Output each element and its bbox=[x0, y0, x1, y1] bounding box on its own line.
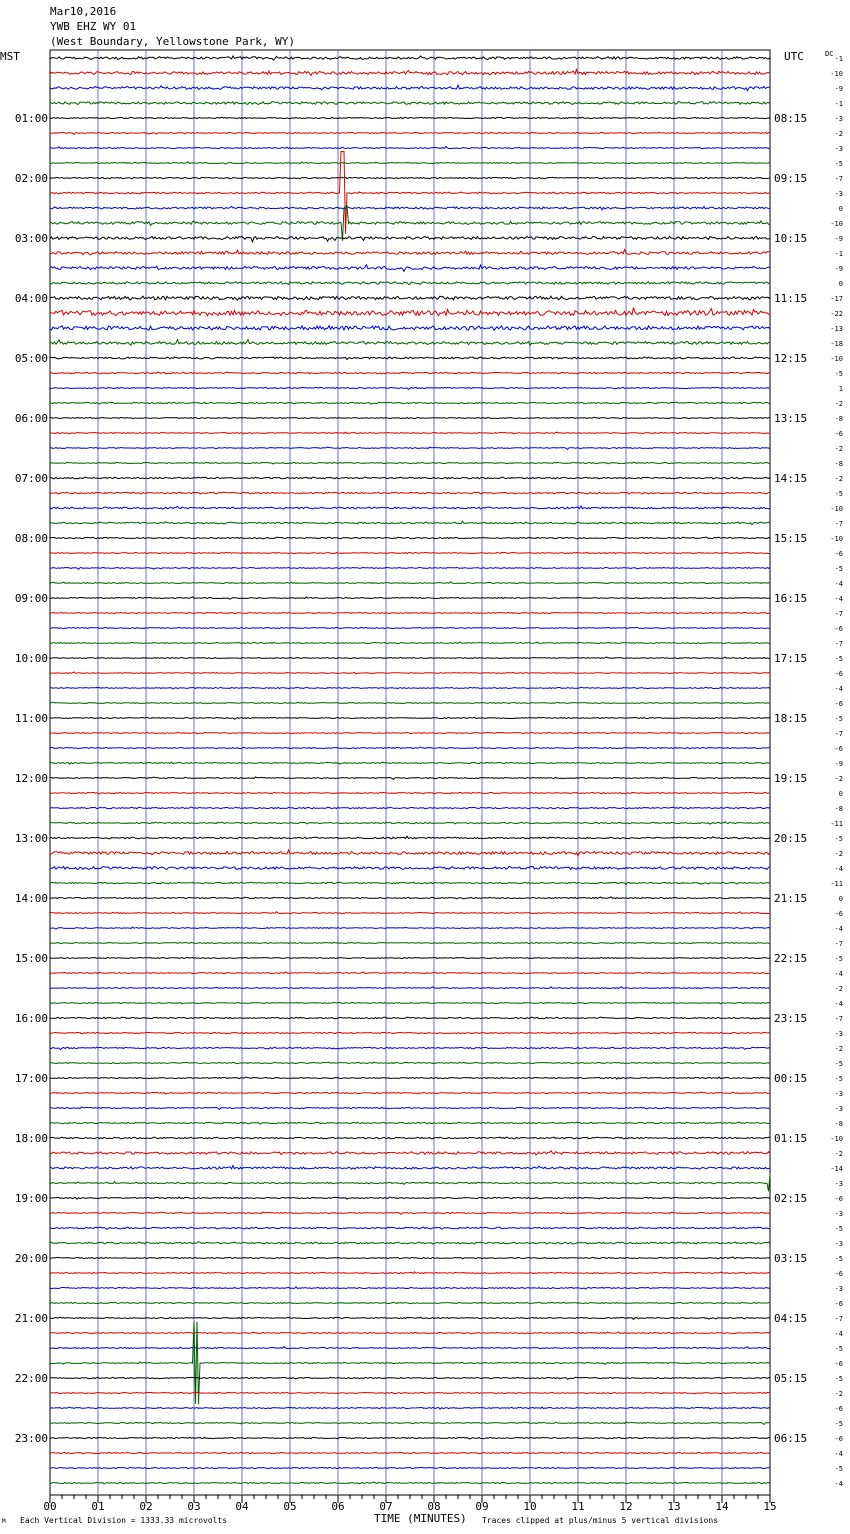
hour-label-utc: 10:15 bbox=[774, 232, 808, 245]
trace-line bbox=[50, 1092, 770, 1094]
dc-offset-label: 1 bbox=[838, 385, 843, 393]
dc-offset-label: -6 bbox=[834, 1300, 843, 1308]
hour-label-mst: 15:00 bbox=[14, 952, 48, 965]
trace-line bbox=[50, 1047, 770, 1050]
dc-offset-label: -6 bbox=[834, 670, 843, 678]
trace-line bbox=[50, 687, 770, 689]
dc-offset-label: -4 bbox=[834, 685, 843, 693]
trace-group bbox=[50, 56, 770, 1484]
trace-line bbox=[50, 387, 770, 389]
trace-line bbox=[50, 1151, 770, 1155]
trace-line bbox=[50, 717, 770, 719]
dc-offset-label: -17 bbox=[830, 295, 843, 303]
x-tick-label: 07 bbox=[379, 1500, 393, 1513]
trace-line bbox=[50, 927, 770, 929]
dc-offset-label: -6 bbox=[834, 430, 843, 438]
hour-label-utc: 15:15 bbox=[774, 532, 808, 545]
trace-line bbox=[50, 672, 770, 674]
trace-line bbox=[50, 613, 770, 614]
hour-label-mst: 21:00 bbox=[14, 1312, 48, 1325]
dc-offset-label: -7 bbox=[834, 1015, 843, 1023]
trace-line bbox=[50, 1242, 770, 1244]
dc-offset-label: -6 bbox=[834, 1270, 843, 1278]
trace-line bbox=[50, 1407, 770, 1409]
x-tick-label: 05 bbox=[283, 1500, 297, 1513]
dc-offset-label: -4 bbox=[834, 1000, 843, 1008]
footer-mark: M bbox=[2, 1518, 6, 1525]
hour-label-mst: 11:00 bbox=[14, 712, 48, 725]
trace-line bbox=[50, 296, 770, 300]
x-tick-label: 00 bbox=[43, 1500, 57, 1513]
trace-line bbox=[50, 492, 770, 494]
dc-offset-label: -4 bbox=[834, 595, 843, 603]
trace-line bbox=[50, 836, 770, 839]
hour-label-utc: 00:15 bbox=[774, 1072, 808, 1085]
trace-line bbox=[50, 1437, 770, 1439]
dc-offset-label: -5 bbox=[834, 1225, 843, 1233]
trace-line bbox=[50, 1317, 770, 1319]
dc-offset-label: -5 bbox=[834, 655, 843, 663]
hour-label-utc: 06:15 bbox=[774, 1432, 808, 1445]
dc-offset-label: -6 bbox=[834, 910, 843, 918]
clip-note: Traces clipped at plus/minus 5 vertical divisions bbox=[482, 1516, 719, 1525]
trace-line bbox=[50, 1197, 770, 1199]
trace-line bbox=[50, 326, 770, 331]
dc-offset-label: -7 bbox=[834, 520, 843, 528]
dc-offset-label: -7 bbox=[834, 175, 843, 183]
date-label: Mar10,2016 bbox=[50, 5, 117, 18]
hour-label-utc: 23:15 bbox=[774, 1012, 808, 1025]
dc-offset-label: -10 bbox=[830, 220, 843, 228]
dc-offset-label: -2 bbox=[834, 1390, 843, 1398]
trace-line bbox=[50, 762, 770, 764]
trace-line bbox=[50, 1032, 770, 1033]
trace-line bbox=[50, 417, 770, 418]
trace-line bbox=[50, 250, 770, 256]
trace-line bbox=[50, 147, 770, 149]
x-tick-label: 15 bbox=[763, 1500, 777, 1513]
trace-line bbox=[50, 162, 770, 164]
dc-offset-label: -1 bbox=[834, 250, 843, 258]
dc-offset-label: -7 bbox=[834, 1315, 843, 1323]
trace-line bbox=[50, 807, 770, 809]
scale-note: Each Vertical Division = 1333.33 microvolts bbox=[20, 1516, 228, 1525]
dc-label: DC bbox=[825, 50, 834, 58]
hour-label-mst: 07:00 bbox=[14, 472, 48, 485]
trace-line bbox=[50, 1137, 770, 1139]
dc-offset-label: -8 bbox=[834, 1120, 843, 1128]
hour-label-mst: 12:00 bbox=[14, 772, 48, 785]
dc-offset-label: -3 bbox=[834, 1210, 843, 1218]
dc-offset-label: -10 bbox=[830, 355, 843, 363]
trace-line bbox=[50, 1122, 770, 1124]
trace-line bbox=[50, 882, 770, 885]
dc-offset-label: -5 bbox=[834, 1075, 843, 1083]
hour-label-mst: 13:00 bbox=[14, 832, 48, 845]
dc-offset-label: -2 bbox=[834, 445, 843, 453]
trace-line bbox=[50, 792, 770, 794]
dc-offset-label: -9 bbox=[834, 265, 843, 273]
hour-label-utc: 08:15 bbox=[774, 112, 808, 125]
hour-label-utc: 12:15 bbox=[774, 352, 808, 365]
dc-offset-label: -3 bbox=[834, 145, 843, 153]
trace-line bbox=[50, 747, 770, 749]
trace-line bbox=[50, 357, 770, 360]
trace-line bbox=[50, 972, 770, 974]
dc-offset-label: -8 bbox=[834, 460, 843, 468]
trace-line bbox=[50, 1174, 770, 1192]
dc-offset-label: -6 bbox=[834, 550, 843, 558]
dc-offset-label: -8 bbox=[834, 805, 843, 813]
time-axis bbox=[43, 1495, 776, 1513]
trace-line bbox=[50, 943, 770, 944]
trace-line bbox=[50, 1422, 770, 1424]
hour-label-mst: 23:00 bbox=[14, 1432, 48, 1445]
dc-offset-label: -2 bbox=[834, 850, 843, 858]
trace-line bbox=[50, 236, 770, 241]
hour-label-mst: 02:00 bbox=[14, 172, 48, 185]
x-axis-label: TIME (MINUTES) bbox=[374, 1512, 467, 1525]
trace-line bbox=[50, 1347, 770, 1349]
trace-line bbox=[50, 1077, 770, 1079]
hour-label-mst: 17:00 bbox=[14, 1072, 48, 1085]
hour-label-utc: 05:15 bbox=[774, 1372, 808, 1385]
trace-line bbox=[50, 897, 770, 899]
trace-line bbox=[50, 1227, 770, 1229]
x-tick-label: 06 bbox=[331, 1500, 345, 1513]
right-zone-label: UTC bbox=[784, 50, 804, 63]
trace-line bbox=[50, 732, 770, 734]
hour-label-mst: 08:00 bbox=[14, 532, 48, 545]
dc-offset-label: -4 bbox=[834, 970, 843, 978]
trace-line bbox=[50, 1321, 770, 1404]
trace-line bbox=[50, 477, 770, 479]
location-label: (West Boundary, Yellowstone Park, WY) bbox=[50, 35, 296, 48]
trace-line bbox=[50, 282, 770, 285]
dc-offset-label: -4 bbox=[834, 580, 843, 588]
dc-offset-label: -4 bbox=[834, 865, 843, 873]
dc-offset-label: -4 bbox=[834, 1450, 843, 1458]
dc-offset-label: -22 bbox=[830, 310, 843, 318]
dc-offset-label: -3 bbox=[834, 1105, 843, 1113]
x-tick-label: 01 bbox=[91, 1500, 105, 1513]
trace-line bbox=[50, 582, 770, 584]
hour-label-mst: 09:00 bbox=[14, 592, 48, 605]
trace-line bbox=[50, 56, 770, 60]
dc-offset-label: -5 bbox=[834, 1465, 843, 1473]
hour-label-mst: 20:00 bbox=[14, 1252, 48, 1265]
dc-offset-label: -18 bbox=[830, 340, 843, 348]
dc-offset-label: -5 bbox=[834, 1375, 843, 1383]
dc-offset-label: -3 bbox=[834, 1030, 843, 1038]
dc-offset-label: 0 bbox=[838, 895, 843, 903]
dc-offset-label: -1 bbox=[834, 100, 843, 108]
trace-line bbox=[50, 447, 770, 449]
dc-offset-label: -7 bbox=[834, 940, 843, 948]
dc-offset-label: -1 bbox=[834, 55, 843, 63]
hour-label-utc: 17:15 bbox=[774, 652, 808, 665]
dc-offset-label: -6 bbox=[834, 625, 843, 633]
hour-label-utc: 02:15 bbox=[774, 1192, 808, 1205]
dc-offset-label: -5 bbox=[834, 715, 843, 723]
x-tick-label: 04 bbox=[235, 1500, 249, 1513]
dc-offset-label: -5 bbox=[834, 955, 843, 963]
dc-offset-label: -5 bbox=[834, 565, 843, 573]
hour-label-mst: 14:00 bbox=[14, 892, 48, 905]
x-tick-label: 11 bbox=[571, 1500, 585, 1513]
x-tick-label: 13 bbox=[667, 1500, 681, 1513]
trace-line bbox=[50, 1452, 770, 1454]
trace-line bbox=[50, 912, 770, 914]
dc-offset-label: -5 bbox=[834, 1420, 843, 1428]
dc-offset-label: -11 bbox=[830, 880, 843, 888]
dc-offset-label: -13 bbox=[830, 325, 843, 333]
hour-label-utc: 21:15 bbox=[774, 892, 808, 905]
trace-line bbox=[50, 702, 770, 704]
hour-label-mst: 03:00 bbox=[14, 232, 48, 245]
dc-offset-label: -2 bbox=[834, 400, 843, 408]
trace-line bbox=[50, 958, 770, 959]
trace-line bbox=[50, 308, 770, 316]
dc-offset-label: -5 bbox=[834, 835, 843, 843]
hour-label-mst: 06:00 bbox=[14, 412, 48, 425]
hour-label-mst: 16:00 bbox=[14, 1012, 48, 1025]
trace-line bbox=[50, 340, 770, 346]
trace-line bbox=[50, 1062, 770, 1063]
trace-line bbox=[50, 1166, 770, 1170]
dc-offset-label: -6 bbox=[834, 1360, 843, 1368]
dc-offset-label: 0 bbox=[838, 280, 843, 288]
hour-label-mst: 22:00 bbox=[14, 1372, 48, 1385]
trace-line bbox=[50, 987, 770, 989]
dc-offset-label: -9 bbox=[834, 235, 843, 243]
dc-offset-label: -3 bbox=[834, 115, 843, 123]
hour-label-mst: 18:00 bbox=[14, 1132, 48, 1145]
trace-line bbox=[50, 1212, 770, 1214]
hour-label-utc: 19:15 bbox=[774, 772, 808, 785]
trace-line bbox=[50, 432, 770, 434]
dc-offset-label: -6 bbox=[834, 1195, 843, 1203]
hour-label-utc: 09:15 bbox=[774, 172, 808, 185]
dc-offset-label: -10 bbox=[830, 505, 843, 513]
hour-label-utc: 13:15 bbox=[774, 412, 808, 425]
trace-line bbox=[50, 1272, 770, 1274]
x-tick-label: 08 bbox=[427, 1500, 441, 1513]
trace-line bbox=[50, 521, 770, 524]
dc-offset-label: -3 bbox=[834, 1090, 843, 1098]
dc-offset-label: -4 bbox=[834, 1330, 843, 1338]
trace-line bbox=[50, 597, 770, 599]
hour-label-mst: 01:00 bbox=[14, 112, 48, 125]
dc-offset-label: -5 bbox=[834, 490, 843, 498]
trace-line bbox=[50, 1002, 770, 1004]
trace-line bbox=[50, 372, 770, 374]
dc-offset-label: -10 bbox=[830, 535, 843, 543]
dc-offset-label: -7 bbox=[834, 730, 843, 738]
station-label: YWB EHZ WY 01 bbox=[50, 20, 137, 33]
dc-offset-label: -2 bbox=[834, 1045, 843, 1053]
hour-label-utc: 04:15 bbox=[774, 1312, 808, 1325]
dc-offset-label: -7 bbox=[834, 610, 843, 618]
trace-line bbox=[50, 1302, 770, 1303]
dc-offset-label: 0 bbox=[838, 205, 843, 213]
dc-offset-label: -2 bbox=[834, 1150, 843, 1158]
trace-line bbox=[50, 642, 770, 644]
trace-line bbox=[50, 69, 770, 75]
trace-line bbox=[50, 657, 770, 659]
dc-offset-label: 0 bbox=[838, 790, 843, 798]
dc-offset-label: -6 bbox=[834, 700, 843, 708]
dc-offset-label: -4 bbox=[834, 925, 843, 933]
dc-offset-label: -5 bbox=[834, 1060, 843, 1068]
trace-line bbox=[50, 552, 770, 553]
dc-offset-label: -10 bbox=[830, 1135, 843, 1143]
dc-offset-label: -6 bbox=[834, 1405, 843, 1413]
trace-line bbox=[50, 866, 770, 869]
x-tick-label: 09 bbox=[475, 1500, 489, 1513]
trace-line bbox=[50, 265, 770, 272]
x-tick-label: 14 bbox=[715, 1500, 729, 1513]
trace-line bbox=[50, 102, 770, 105]
trace-line bbox=[50, 206, 770, 210]
dc-offset-label: -6 bbox=[834, 1435, 843, 1443]
dc-offset-label: -3 bbox=[834, 1240, 843, 1248]
hour-label-utc: 11:15 bbox=[774, 292, 808, 305]
trace-line bbox=[50, 117, 770, 119]
hour-label-utc: 03:15 bbox=[774, 1252, 808, 1265]
dc-offset-label: -10 bbox=[830, 70, 843, 78]
hour-label-utc: 22:15 bbox=[774, 952, 808, 965]
hour-label-utc: 16:15 bbox=[774, 592, 808, 605]
dc-offset-label: -5 bbox=[834, 1255, 843, 1263]
hour-label-mst: 05:00 bbox=[14, 352, 48, 365]
left-zone-label: MST bbox=[0, 50, 20, 63]
trace-line bbox=[50, 506, 770, 509]
trace-line bbox=[50, 537, 770, 539]
trace-line bbox=[50, 132, 770, 134]
dc-offset-label: -7 bbox=[834, 640, 843, 648]
x-tick-label: 10 bbox=[523, 1500, 537, 1513]
dc-offset-label: -9 bbox=[834, 85, 843, 93]
dc-offset-label: -8 bbox=[834, 415, 843, 423]
trace-line bbox=[50, 628, 770, 629]
trace-line bbox=[50, 567, 770, 569]
dc-offset-label: -14 bbox=[830, 1165, 843, 1173]
dc-offset-label: -5 bbox=[834, 370, 843, 378]
trace-line bbox=[50, 402, 770, 404]
hour-label-utc: 18:15 bbox=[774, 712, 808, 725]
trace-line bbox=[50, 850, 770, 856]
dc-offset-label: -2 bbox=[834, 130, 843, 138]
x-tick-label: 03 bbox=[187, 1500, 201, 1513]
trace-line bbox=[50, 1392, 770, 1393]
dc-offset-label: -3 bbox=[834, 1180, 843, 1188]
trace-line bbox=[50, 1257, 770, 1259]
trace-line bbox=[50, 1377, 770, 1379]
dc-offset-label: -3 bbox=[834, 190, 843, 198]
dc-offset-label: -2 bbox=[834, 985, 843, 993]
trace-line bbox=[50, 1467, 770, 1468]
hour-label-utc: 14:15 bbox=[774, 472, 808, 485]
trace-line bbox=[50, 462, 770, 464]
trace-line bbox=[50, 177, 770, 179]
hour-label-mst: 04:00 bbox=[14, 292, 48, 305]
trace-line bbox=[50, 1332, 770, 1334]
dc-offset-label: -6 bbox=[834, 745, 843, 753]
hour-label-mst: 10:00 bbox=[14, 652, 48, 665]
hour-label-utc: 20:15 bbox=[774, 832, 808, 845]
trace-line bbox=[50, 1017, 770, 1019]
trace-line bbox=[50, 1107, 770, 1110]
dc-offset-label: -5 bbox=[834, 1345, 843, 1353]
dc-offset-label: -2 bbox=[834, 475, 843, 483]
dc-offset-label: -5 bbox=[834, 160, 843, 168]
trace-line bbox=[50, 822, 770, 824]
x-tick-label: 02 bbox=[139, 1500, 153, 1513]
trace-line bbox=[50, 85, 770, 91]
trace-line bbox=[50, 1287, 770, 1289]
dc-offset-label: -3 bbox=[834, 1285, 843, 1293]
hour-label-utc: 01:15 bbox=[774, 1132, 808, 1145]
trace-line bbox=[50, 206, 770, 241]
dc-offset-label: -11 bbox=[830, 820, 843, 828]
dc-offset-label: -9 bbox=[834, 760, 843, 768]
dc-offset-label: -4 bbox=[834, 1480, 843, 1488]
hour-label-mst: 19:00 bbox=[14, 1192, 48, 1205]
dc-offset-label: -2 bbox=[834, 775, 843, 783]
trace-line bbox=[50, 1482, 770, 1484]
trace-line bbox=[50, 777, 770, 779]
x-tick-label: 12 bbox=[619, 1500, 633, 1513]
